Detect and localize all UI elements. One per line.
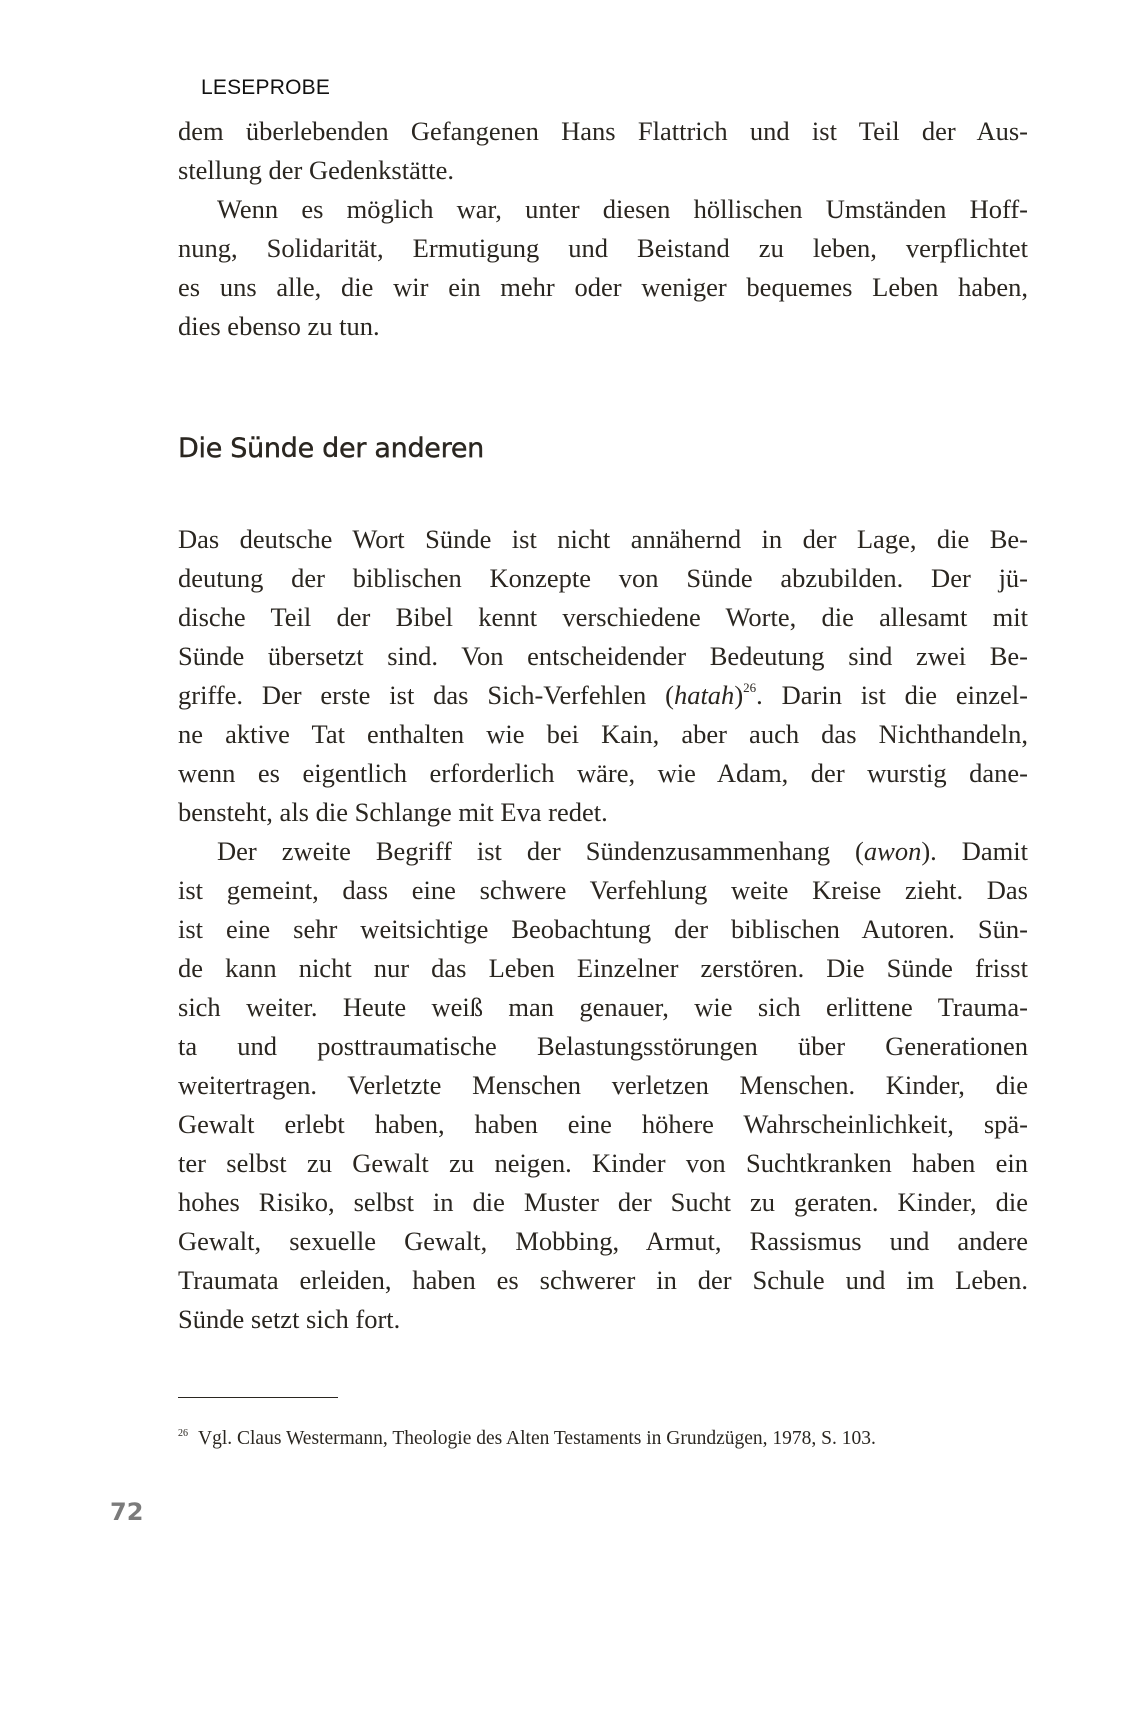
text-line: wenn es eigentlich erforderlich wäre, wie Adam, der wurstig dane- <box>178 758 1028 788</box>
text-fragment: Der zweite Begriff ist der Sündenzusammenhang ( <box>217 836 864 866</box>
text-line: dies ebenso zu tun. <box>178 311 380 341</box>
leseprobe-label: LESEPROBE <box>201 76 331 99</box>
text-line: Sünde übersetzt sind. Von entscheidender Bedeutung sind zwei Be- <box>178 641 1028 671</box>
footnote-number: 26 <box>178 1428 188 1439</box>
hebrew-term-awon: awon <box>863 836 922 866</box>
text-line: bensteht, als die Schlange mit Eva redet. <box>178 797 608 827</box>
text-line: ist eine sehr weitsichtige Beobachtung der biblischen Autoren. Sün- <box>178 914 1028 944</box>
text-line: dische Teil der Bibel kennt verschiedene Worte, die allesamt mit <box>178 602 1028 632</box>
text-line: Gewalt erlebt haben, haben eine höhere Wahrscheinlichkeit, spä- <box>178 1109 1028 1139</box>
text-line: Traumata erleiden, haben es schwerer in der Schule und im Leben. <box>178 1265 1028 1295</box>
text-line: ne aktive Tat enthalten wie bei Kain, aber auch das Nichthandeln, <box>178 719 1028 749</box>
text-line: weitertragen. Verletzte Menschen verletzen Menschen. Kinder, die <box>178 1070 1028 1100</box>
text-line: de kann nicht nur das Leben Einzelner zerstören. Die Sünde frisst <box>178 953 1028 983</box>
text-line <box>178 676 1028 715</box>
hebrew-term-hatah: hatah <box>673 680 735 710</box>
text-fragment: . Darin ist die einzel- <box>756 680 1028 710</box>
text-line <box>178 832 1028 871</box>
section-body <box>178 520 1028 1339</box>
footnote <box>178 1428 876 1450</box>
text-line: sich weiter. Heute weiß man genauer, wie sich erlittene Trauma- <box>178 992 1028 1022</box>
page-number: 72 <box>110 1498 144 1526</box>
text-line: Das deutsche Wort Sünde ist nicht annähernd in der Lage, die Be- <box>178 524 1028 554</box>
text-fragment: ). Damit <box>921 836 1029 866</box>
text-line: ist gemeint, dass eine schwere Verfehlung weite Kreise zieht. Das <box>178 875 1028 905</box>
text-line: stellung der Gedenkstätte. <box>178 155 454 185</box>
footnote-reference[interactable]: 26 <box>743 680 757 695</box>
text-line: Wenn es möglich war, unter diesen höllischen Umständen Hoff- <box>217 194 1028 224</box>
footnote-divider <box>178 1397 338 1398</box>
text-line: nung, Solidarität, Ermutigung und Beistand zu leben, verpflichtet <box>178 233 1028 263</box>
text-line: ter selbst zu Gewalt zu neigen. Kinder von Suchtkranken haben ein <box>178 1148 1028 1178</box>
text-fragment: ) <box>734 680 744 710</box>
text-line: deutung der biblischen Konzepte von Sünde abzubilden. Der jü- <box>178 563 1028 593</box>
text-line: ta und posttraumatische Belastungsstörungen über Generationen <box>178 1031 1028 1061</box>
text-line: es uns alle, die wir ein mehr oder weniger bequemes Leben haben, <box>178 272 1028 302</box>
text-line: Sünde setzt sich fort. <box>178 1304 401 1334</box>
text-line: dem überlebenden Gefangenen Hans Flattrich und ist Teil der Aus- <box>178 116 1028 146</box>
text-line: Gewalt, sexuelle Gewalt, Mobbing, Armut, Rassismus und andere <box>178 1226 1028 1256</box>
footnote-text: Vgl. Claus Westermann, Theologie des Alten Testaments in Grundzügen, 1978, S. 103. <box>198 1428 876 1449</box>
text-fragment: griffe. Der erste ist das Sich-Verfehlen ( <box>178 680 674 710</box>
intro-text <box>178 112 1028 346</box>
section-heading: Die Sünde der anderen <box>178 433 484 464</box>
text-line: hohes Risiko, selbst in die Muster der Sucht zu geraten. Kinder, die <box>178 1187 1028 1217</box>
